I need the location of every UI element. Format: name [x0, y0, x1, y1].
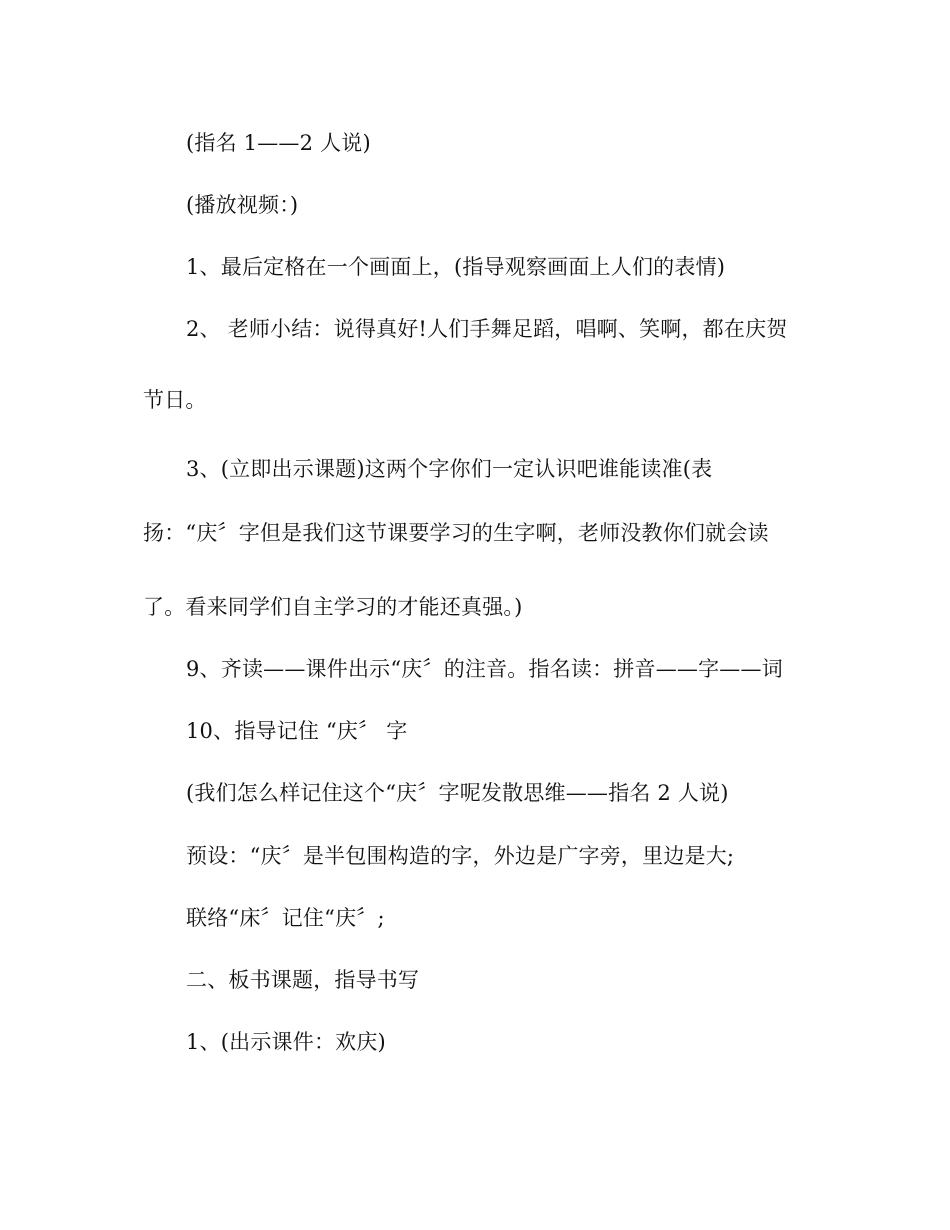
paragraph-step-3-cont-1: 扬：“庆〞字但是我们这节课要学习的生字啊，老师没教你们就会读 — [143, 521, 769, 545]
paragraph-step-2: 2、 老师小结：说得真好!人们手舞足蹈，唱啊、笑啊，都在庆贺 — [186, 317, 788, 341]
paragraph-preset: 预设：“庆〞是半包围构造的字，外边是广字旁，里边是大; — [186, 844, 735, 868]
paragraph-step-1: 1、最后定格在一个画面上，(指导观察画面上人们的表情) — [186, 255, 726, 279]
paragraph-step-2-cont: 节日。 — [143, 388, 207, 412]
paragraph-step-10: 10、指导记住 “庆〞 字 — [186, 719, 408, 743]
paragraph-association: 联络“床〞记住“庆〞; — [186, 906, 385, 930]
paragraph-play-video: (播放视频：) — [186, 193, 299, 217]
section-heading-writing: 二、板书课题，指导书写 — [186, 968, 420, 992]
paragraph-step-3: 3、(立即出示课题)这两个字你们一定认识吧谁能读准(表 — [186, 457, 713, 481]
paragraph-call-students: (指名 1——2 人说) — [186, 131, 371, 155]
paragraph-step-9: 9、齐读——课件出示“庆〞的注音。指名读：拼音——字——词 — [186, 657, 783, 681]
paragraph-courseware: 1、(出示课件：欢庆) — [186, 1030, 386, 1054]
paragraph-memory-question: (我们怎么样记住这个“庆〞字呢发散思维——指名 2 人说) — [186, 781, 729, 805]
paragraph-step-3-cont-2: 了。看来同学们自主学习的才能还真强。) — [143, 595, 523, 619]
